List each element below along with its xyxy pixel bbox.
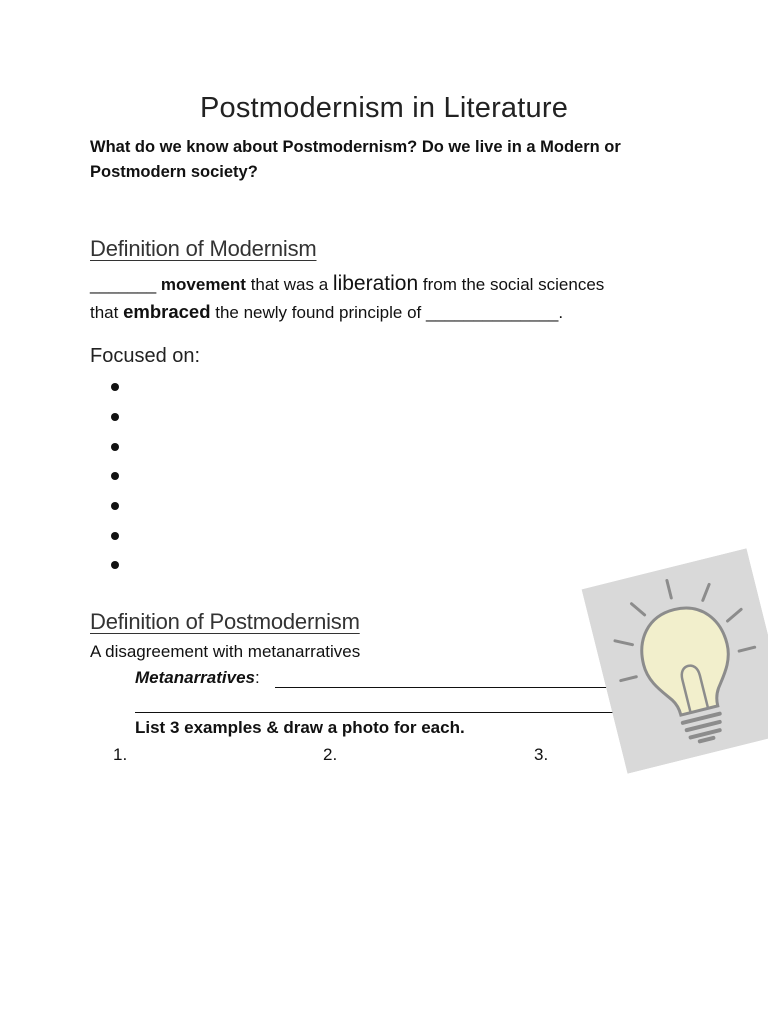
blank-line: ______________.: [426, 303, 564, 322]
text: the newly found principle of: [215, 303, 422, 322]
metanarratives-line: [135, 668, 260, 688]
bullet-point: [111, 532, 119, 540]
blank-line: _______: [90, 275, 157, 294]
modernism-line-1: [90, 272, 604, 296]
keyword-movement: movement: [160, 275, 246, 294]
metanarratives-label: Metanarratives: [135, 668, 256, 687]
bullet-point: [111, 561, 119, 569]
bullet-point: [111, 472, 119, 480]
example-number-2: 2.: [323, 745, 338, 764]
examples-instruction: List 3 examples & draw a photo for each.: [135, 718, 465, 737]
postmodernism-definition: A disagreement with metanarratives: [90, 642, 361, 661]
bullet-point: [111, 413, 119, 421]
colon: :: [255, 668, 260, 687]
bullet-point: [111, 502, 119, 510]
keyword-liberation: liberation: [332, 272, 419, 295]
example-number-3: 3.: [534, 745, 549, 764]
page-title: Postmodernism in Literature: [199, 92, 569, 124]
postmodernism-heading: Definition of Postmodernism: [90, 609, 360, 634]
focused-on-label: Focused on:: [90, 345, 201, 367]
text: from the social sciences: [422, 275, 605, 294]
bullet-point: [111, 383, 119, 391]
answer-line[interactable]: [275, 687, 655, 688]
modernism-heading: Definition of Modernism: [90, 236, 317, 261]
keyword-embraced: embraced: [123, 301, 211, 322]
bullet-point: [111, 443, 119, 451]
example-number-1: 1.: [113, 745, 128, 764]
lightbulb-image: [582, 548, 768, 773]
intro-question: What do we know about Postmodernism? Do we live in a Modern or Postmodern society?: [90, 138, 621, 181]
modernism-line-2: [90, 301, 563, 323]
text: that was a: [250, 275, 329, 294]
text: that: [90, 303, 119, 322]
answer-line[interactable]: [135, 712, 655, 713]
lightbulb-icon: [582, 548, 768, 773]
